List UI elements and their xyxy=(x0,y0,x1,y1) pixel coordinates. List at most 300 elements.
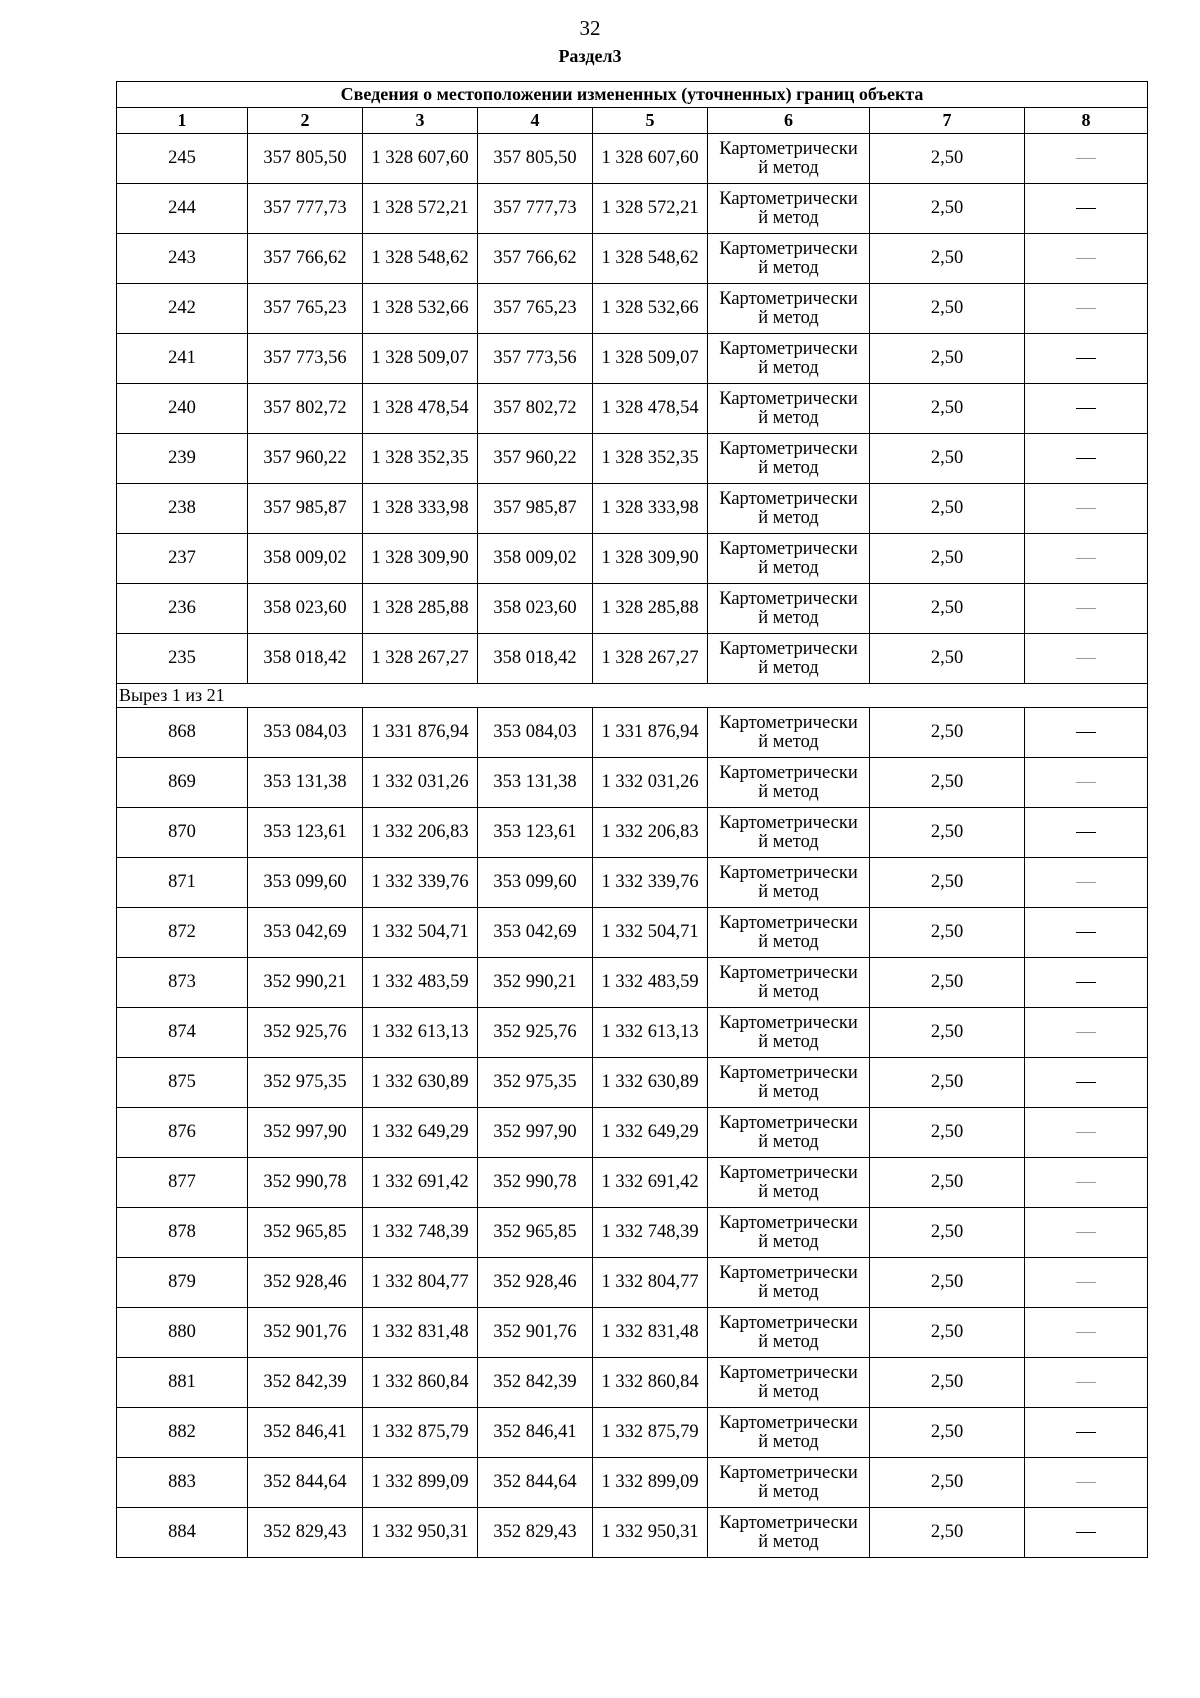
dash-mark xyxy=(1076,1532,1096,1533)
y-coordinate-cell: 1 332 339,76 xyxy=(363,858,478,908)
table-row xyxy=(117,1358,1148,1408)
method-text-line: й метод xyxy=(758,831,819,852)
x-coordinate-cell: 357 985,87 xyxy=(478,484,593,534)
table-row xyxy=(117,234,1148,284)
method-cell xyxy=(708,908,870,958)
method-text-line: й метод xyxy=(758,257,819,278)
y-coordinate-cell: 1 328 267,27 xyxy=(363,634,478,684)
y-coordinate-cell: 1 328 333,98 xyxy=(593,484,708,534)
method-text-line: Картометрически xyxy=(719,962,858,983)
x-coordinate-cell: 352 846,41 xyxy=(248,1408,363,1458)
y-coordinate-cell: 1 331 876,94 xyxy=(593,708,708,758)
method-cell xyxy=(708,384,870,434)
y-coordinate-cell: 1 328 478,54 xyxy=(593,384,708,434)
y-coordinate-cell: 1 328 607,60 xyxy=(363,134,478,184)
y-coordinate-cell: 1 332 899,09 xyxy=(363,1458,478,1508)
dash-mark xyxy=(1076,1432,1096,1433)
y-coordinate-cell: 1 328 333,98 xyxy=(363,484,478,534)
y-coordinate-cell: 1 328 509,07 xyxy=(593,334,708,384)
method-text-line: й метод xyxy=(758,1281,819,1302)
x-coordinate-cell: 352 997,90 xyxy=(478,1108,593,1158)
x-coordinate-cell: 357 773,56 xyxy=(248,334,363,384)
y-coordinate-cell: 1 328 285,88 xyxy=(593,584,708,634)
dash-mark xyxy=(1076,658,1096,659)
x-coordinate-cell: 358 023,60 xyxy=(248,584,363,634)
x-coordinate-cell: 352 990,78 xyxy=(248,1158,363,1208)
x-coordinate-cell: 357 777,73 xyxy=(478,184,593,234)
note-cell xyxy=(1025,1108,1148,1158)
note-cell xyxy=(1025,1408,1148,1458)
accuracy-cell: 2,50 xyxy=(870,334,1025,384)
note-cell xyxy=(1025,584,1148,634)
y-coordinate-cell: 1 332 031,26 xyxy=(363,758,478,808)
point-number-cell: 881 xyxy=(117,1358,248,1408)
y-coordinate-cell: 1 332 804,77 xyxy=(363,1258,478,1308)
x-coordinate-cell: 352 846,41 xyxy=(478,1408,593,1458)
table-row xyxy=(117,1308,1148,1358)
x-coordinate-cell: 352 990,21 xyxy=(478,958,593,1008)
method-cell xyxy=(708,958,870,1008)
method-cell xyxy=(708,434,870,484)
note-cell xyxy=(1025,434,1148,484)
method-text-line: й метод xyxy=(758,507,819,528)
dash-mark xyxy=(1076,782,1096,783)
table-row xyxy=(117,758,1148,808)
y-coordinate-cell: 1 332 630,89 xyxy=(363,1058,478,1108)
point-number-cell: 879 xyxy=(117,1258,248,1308)
x-coordinate-cell: 357 805,50 xyxy=(248,134,363,184)
method-cell xyxy=(708,234,870,284)
y-coordinate-cell: 1 332 875,79 xyxy=(363,1408,478,1458)
accuracy-cell: 2,50 xyxy=(870,1158,1025,1208)
dash-mark xyxy=(1076,1232,1096,1233)
table-caption: Сведения о местоположении измененных (уточненных) границ объекта xyxy=(117,82,1148,108)
method-cell xyxy=(708,1408,870,1458)
y-coordinate-cell: 1 332 831,48 xyxy=(363,1308,478,1358)
method-text-line: й метод xyxy=(758,1031,819,1052)
method-cell xyxy=(708,634,870,684)
method-text-line: й метод xyxy=(758,157,819,178)
note-cell xyxy=(1025,384,1148,434)
method-text-line: Картометрически xyxy=(719,338,858,359)
x-coordinate-cell: 352 975,35 xyxy=(478,1058,593,1108)
table-row xyxy=(117,484,1148,534)
x-coordinate-cell: 358 009,02 xyxy=(248,534,363,584)
note-cell xyxy=(1025,1158,1148,1208)
point-number-cell: 244 xyxy=(117,184,248,234)
x-coordinate-cell: 352 928,46 xyxy=(248,1258,363,1308)
y-coordinate-cell: 1 332 630,89 xyxy=(593,1058,708,1108)
x-coordinate-cell: 352 925,76 xyxy=(248,1008,363,1058)
dash-mark xyxy=(1076,1082,1096,1083)
table-row xyxy=(117,334,1148,384)
x-coordinate-cell: 358 018,42 xyxy=(248,634,363,684)
table-row xyxy=(117,1408,1148,1458)
x-coordinate-cell: 357 802,72 xyxy=(248,384,363,434)
accuracy-cell: 2,50 xyxy=(870,284,1025,334)
table-row xyxy=(117,534,1148,584)
table-row xyxy=(117,634,1148,684)
method-text-line: Картометрически xyxy=(719,388,858,409)
x-coordinate-cell: 352 990,78 xyxy=(478,1158,593,1208)
y-coordinate-cell: 1 332 899,09 xyxy=(593,1458,708,1508)
method-text-line: Картометрически xyxy=(719,638,858,659)
section-label: Вырез 1 из 21 xyxy=(117,684,1148,708)
point-number-cell: 880 xyxy=(117,1308,248,1358)
method-text-line: й метод xyxy=(758,1531,819,1552)
method-text-line: Картометрически xyxy=(719,862,858,883)
y-coordinate-cell: 1 332 875,79 xyxy=(593,1408,708,1458)
y-coordinate-cell: 1 328 267,27 xyxy=(593,634,708,684)
method-text-line: й метод xyxy=(758,931,819,952)
accuracy-cell: 2,50 xyxy=(870,708,1025,758)
point-number-cell: 883 xyxy=(117,1458,248,1508)
method-text-line: й метод xyxy=(758,607,819,628)
x-coordinate-cell: 358 023,60 xyxy=(478,584,593,634)
x-coordinate-cell: 353 084,03 xyxy=(248,708,363,758)
x-coordinate-cell: 353 131,38 xyxy=(248,758,363,808)
method-text-line: й метод xyxy=(758,1081,819,1102)
point-number-cell: 884 xyxy=(117,1508,248,1558)
section-label-row xyxy=(117,684,1148,708)
note-cell xyxy=(1025,634,1148,684)
method-cell xyxy=(708,134,870,184)
point-number-cell: 239 xyxy=(117,434,248,484)
method-cell xyxy=(708,808,870,858)
table-row xyxy=(117,1058,1148,1108)
note-cell xyxy=(1025,534,1148,584)
point-number-cell: 876 xyxy=(117,1108,248,1158)
method-text-line: й метод xyxy=(758,1331,819,1352)
method-text-line: Картометрически xyxy=(719,1362,858,1383)
x-coordinate-cell: 352 928,46 xyxy=(478,1258,593,1308)
y-coordinate-cell: 1 332 691,42 xyxy=(363,1158,478,1208)
dash-mark xyxy=(1076,308,1096,309)
y-coordinate-cell: 1 332 649,29 xyxy=(593,1108,708,1158)
y-coordinate-cell: 1 332 504,71 xyxy=(593,908,708,958)
column-header: 7 xyxy=(870,108,1025,134)
y-coordinate-cell: 1 332 950,31 xyxy=(593,1508,708,1558)
y-coordinate-cell: 1 328 532,66 xyxy=(593,284,708,334)
method-text-line: й метод xyxy=(758,1481,819,1502)
method-cell xyxy=(708,584,870,634)
y-coordinate-cell: 1 328 532,66 xyxy=(363,284,478,334)
accuracy-cell: 2,50 xyxy=(870,1508,1025,1558)
x-coordinate-cell: 357 805,50 xyxy=(478,134,593,184)
method-cell xyxy=(708,1458,870,1508)
y-coordinate-cell: 1 332 483,59 xyxy=(363,958,478,1008)
method-text-line: й метод xyxy=(758,1181,819,1202)
x-coordinate-cell: 352 829,43 xyxy=(478,1508,593,1558)
method-cell xyxy=(708,708,870,758)
x-coordinate-cell: 353 042,69 xyxy=(478,908,593,958)
accuracy-cell: 2,50 xyxy=(870,908,1025,958)
table-row xyxy=(117,434,1148,484)
method-text-line: й метод xyxy=(758,407,819,428)
point-number-cell: 874 xyxy=(117,1008,248,1058)
column-header: 3 xyxy=(363,108,478,134)
method-text-line: Картометрически xyxy=(719,538,858,559)
method-text-line: Картометрически xyxy=(719,1312,858,1333)
dash-mark xyxy=(1076,558,1096,559)
point-number-cell: 236 xyxy=(117,584,248,634)
method-text-line: й метод xyxy=(758,731,819,752)
x-coordinate-cell: 353 099,60 xyxy=(478,858,593,908)
y-coordinate-cell: 1 328 548,62 xyxy=(593,234,708,284)
point-number-cell: 235 xyxy=(117,634,248,684)
y-coordinate-cell: 1 332 748,39 xyxy=(593,1208,708,1258)
x-coordinate-cell: 352 842,39 xyxy=(478,1358,593,1408)
dash-mark xyxy=(1076,608,1096,609)
point-number-cell: 868 xyxy=(117,708,248,758)
method-text-line: й метод xyxy=(758,457,819,478)
dash-mark xyxy=(1076,832,1096,833)
dash-mark xyxy=(1076,982,1096,983)
x-coordinate-cell: 353 123,61 xyxy=(478,808,593,858)
y-coordinate-cell: 1 332 860,84 xyxy=(593,1358,708,1408)
x-coordinate-cell: 352 990,21 xyxy=(248,958,363,1008)
method-text-line: Картометрически xyxy=(719,1462,858,1483)
y-coordinate-cell: 1 328 309,90 xyxy=(593,534,708,584)
point-number-cell: 878 xyxy=(117,1208,248,1258)
dash-mark xyxy=(1076,458,1096,459)
method-cell xyxy=(708,1058,870,1108)
accuracy-cell: 2,50 xyxy=(870,434,1025,484)
x-coordinate-cell: 357 766,62 xyxy=(248,234,363,284)
table-row xyxy=(117,1208,1148,1258)
method-text-line: й метод xyxy=(758,1431,819,1452)
point-number-cell: 245 xyxy=(117,134,248,184)
method-cell xyxy=(708,284,870,334)
table-caption-row xyxy=(117,82,1148,108)
column-header-row xyxy=(117,108,1148,134)
method-text-line: й метод xyxy=(758,557,819,578)
method-text-line: Картометрически xyxy=(719,812,858,833)
accuracy-cell: 2,50 xyxy=(870,234,1025,284)
x-coordinate-cell: 353 084,03 xyxy=(478,708,593,758)
point-number-cell: 872 xyxy=(117,908,248,958)
dash-mark xyxy=(1076,1132,1096,1133)
accuracy-cell: 2,50 xyxy=(870,384,1025,434)
note-cell xyxy=(1025,1358,1148,1408)
dash-mark xyxy=(1076,732,1096,733)
point-number-cell: 870 xyxy=(117,808,248,858)
x-coordinate-cell: 358 009,02 xyxy=(478,534,593,584)
method-cell xyxy=(708,1108,870,1158)
method-cell xyxy=(708,1008,870,1058)
y-coordinate-cell: 1 328 352,35 xyxy=(363,434,478,484)
y-coordinate-cell: 1 332 031,26 xyxy=(593,758,708,808)
y-coordinate-cell: 1 328 478,54 xyxy=(363,384,478,434)
y-coordinate-cell: 1 328 572,21 xyxy=(593,184,708,234)
method-cell xyxy=(708,534,870,584)
x-coordinate-cell: 352 925,76 xyxy=(478,1008,593,1058)
y-coordinate-cell: 1 332 339,76 xyxy=(593,858,708,908)
x-coordinate-cell: 357 960,22 xyxy=(248,434,363,484)
note-cell xyxy=(1025,758,1148,808)
table-row xyxy=(117,908,1148,958)
x-coordinate-cell: 352 901,76 xyxy=(478,1308,593,1358)
dash-mark xyxy=(1076,1382,1096,1383)
y-coordinate-cell: 1 332 860,84 xyxy=(363,1358,478,1408)
table-row xyxy=(117,384,1148,434)
note-cell xyxy=(1025,1058,1148,1108)
method-text-line: й метод xyxy=(758,1131,819,1152)
x-coordinate-cell: 357 766,62 xyxy=(478,234,593,284)
x-coordinate-cell: 352 842,39 xyxy=(248,1358,363,1408)
note-cell xyxy=(1025,708,1148,758)
method-cell xyxy=(708,1508,870,1558)
x-coordinate-cell: 357 765,23 xyxy=(248,284,363,334)
note-cell xyxy=(1025,858,1148,908)
accuracy-cell: 2,50 xyxy=(870,958,1025,1008)
y-coordinate-cell: 1 332 748,39 xyxy=(363,1208,478,1258)
dash-mark xyxy=(1076,1032,1096,1033)
method-text-line: Картометрически xyxy=(719,1262,858,1283)
method-text-line: Картометрически xyxy=(719,1062,858,1083)
accuracy-cell: 2,50 xyxy=(870,1358,1025,1408)
point-number-cell: 871 xyxy=(117,858,248,908)
x-coordinate-cell: 353 131,38 xyxy=(478,758,593,808)
method-text-line: Картометрически xyxy=(719,1212,858,1233)
note-cell xyxy=(1025,1208,1148,1258)
accuracy-cell: 2,50 xyxy=(870,184,1025,234)
method-cell xyxy=(708,1308,870,1358)
method-text-line: й метод xyxy=(758,1231,819,1252)
y-coordinate-cell: 1 328 607,60 xyxy=(593,134,708,184)
x-coordinate-cell: 353 123,61 xyxy=(248,808,363,858)
point-number-cell: 242 xyxy=(117,284,248,334)
accuracy-cell: 2,50 xyxy=(870,484,1025,534)
table-row xyxy=(117,858,1148,908)
method-text-line: Картометрически xyxy=(719,1512,858,1533)
note-cell xyxy=(1025,234,1148,284)
point-number-cell: 238 xyxy=(117,484,248,534)
method-text-line: й метод xyxy=(758,981,819,1002)
dash-mark xyxy=(1076,408,1096,409)
method-cell xyxy=(708,1358,870,1408)
y-coordinate-cell: 1 332 504,71 xyxy=(363,908,478,958)
note-cell xyxy=(1025,808,1148,858)
accuracy-cell: 2,50 xyxy=(870,1008,1025,1058)
dash-mark xyxy=(1076,1182,1096,1183)
x-coordinate-cell: 352 829,43 xyxy=(248,1508,363,1558)
dash-mark xyxy=(1076,508,1096,509)
accuracy-cell: 2,50 xyxy=(870,1208,1025,1258)
y-coordinate-cell: 1 332 831,48 xyxy=(593,1308,708,1358)
table-row xyxy=(117,1108,1148,1158)
x-coordinate-cell: 352 844,64 xyxy=(248,1458,363,1508)
note-cell xyxy=(1025,334,1148,384)
y-coordinate-cell: 1 332 649,29 xyxy=(363,1108,478,1158)
table-row xyxy=(117,1458,1148,1508)
method-text-line: Картометрически xyxy=(719,288,858,309)
method-text-line: Картометрически xyxy=(719,438,858,459)
point-number-cell: 237 xyxy=(117,534,248,584)
accuracy-cell: 2,50 xyxy=(870,758,1025,808)
dash-mark xyxy=(1076,208,1096,209)
accuracy-cell: 2,50 xyxy=(870,584,1025,634)
y-coordinate-cell: 1 332 483,59 xyxy=(593,958,708,1008)
method-text-line: Картометрически xyxy=(719,488,858,509)
x-coordinate-cell: 357 773,56 xyxy=(478,334,593,384)
column-header: 2 xyxy=(248,108,363,134)
method-cell xyxy=(708,184,870,234)
point-number-cell: 243 xyxy=(117,234,248,284)
accuracy-cell: 2,50 xyxy=(870,1258,1025,1308)
accuracy-cell: 2,50 xyxy=(870,1458,1025,1508)
method-text-line: Картометрически xyxy=(719,1012,858,1033)
y-coordinate-cell: 1 328 572,21 xyxy=(363,184,478,234)
note-cell xyxy=(1025,908,1148,958)
accuracy-cell: 2,50 xyxy=(870,808,1025,858)
dash-mark xyxy=(1076,932,1096,933)
note-cell xyxy=(1025,958,1148,1008)
dash-mark xyxy=(1076,1282,1096,1283)
y-coordinate-cell: 1 331 876,94 xyxy=(363,708,478,758)
table-row xyxy=(117,584,1148,634)
x-coordinate-cell: 352 844,64 xyxy=(478,1458,593,1508)
x-coordinate-cell: 357 777,73 xyxy=(248,184,363,234)
column-header: 8 xyxy=(1025,108,1148,134)
point-number-cell: 869 xyxy=(117,758,248,808)
accuracy-cell: 2,50 xyxy=(870,534,1025,584)
y-coordinate-cell: 1 332 804,77 xyxy=(593,1258,708,1308)
accuracy-cell: 2,50 xyxy=(870,858,1025,908)
method-cell xyxy=(708,858,870,908)
method-text-line: Картометрически xyxy=(719,138,858,159)
method-text-line: Картометрически xyxy=(719,188,858,209)
method-text-line: Картометрически xyxy=(719,1412,858,1433)
method-cell xyxy=(708,484,870,534)
table-row xyxy=(117,1258,1148,1308)
table-row xyxy=(117,284,1148,334)
method-text-line: Картометрически xyxy=(719,1112,858,1133)
x-coordinate-cell: 352 997,90 xyxy=(248,1108,363,1158)
x-coordinate-cell: 357 765,23 xyxy=(478,284,593,334)
method-text-line: Картометрически xyxy=(719,912,858,933)
page-number: 32 xyxy=(579,16,601,40)
y-coordinate-cell: 1 328 548,62 xyxy=(363,234,478,284)
point-number-cell: 882 xyxy=(117,1408,248,1458)
y-coordinate-cell: 1 332 691,42 xyxy=(593,1158,708,1208)
method-text-line: Картометрически xyxy=(719,238,858,259)
table-row xyxy=(117,1508,1148,1558)
x-coordinate-cell: 352 965,85 xyxy=(478,1208,593,1258)
table-row xyxy=(117,958,1148,1008)
note-cell xyxy=(1025,1258,1148,1308)
method-text-line: й метод xyxy=(758,657,819,678)
note-cell xyxy=(1025,484,1148,534)
section-title: Раздел3 xyxy=(558,46,622,66)
note-cell xyxy=(1025,184,1148,234)
point-number-cell: 240 xyxy=(117,384,248,434)
point-number-cell: 241 xyxy=(117,334,248,384)
y-coordinate-cell: 1 328 309,90 xyxy=(363,534,478,584)
y-coordinate-cell: 1 332 613,13 xyxy=(593,1008,708,1058)
method-text-line: Картометрически xyxy=(719,712,858,733)
accuracy-cell: 2,50 xyxy=(870,1058,1025,1108)
dash-mark xyxy=(1076,1482,1096,1483)
accuracy-cell: 2,50 xyxy=(870,1308,1025,1358)
column-header: 4 xyxy=(478,108,593,134)
point-number-cell: 877 xyxy=(117,1158,248,1208)
table-row xyxy=(117,1158,1148,1208)
method-cell xyxy=(708,1158,870,1208)
y-coordinate-cell: 1 328 352,35 xyxy=(593,434,708,484)
note-cell xyxy=(1025,1458,1148,1508)
method-cell xyxy=(708,1258,870,1308)
